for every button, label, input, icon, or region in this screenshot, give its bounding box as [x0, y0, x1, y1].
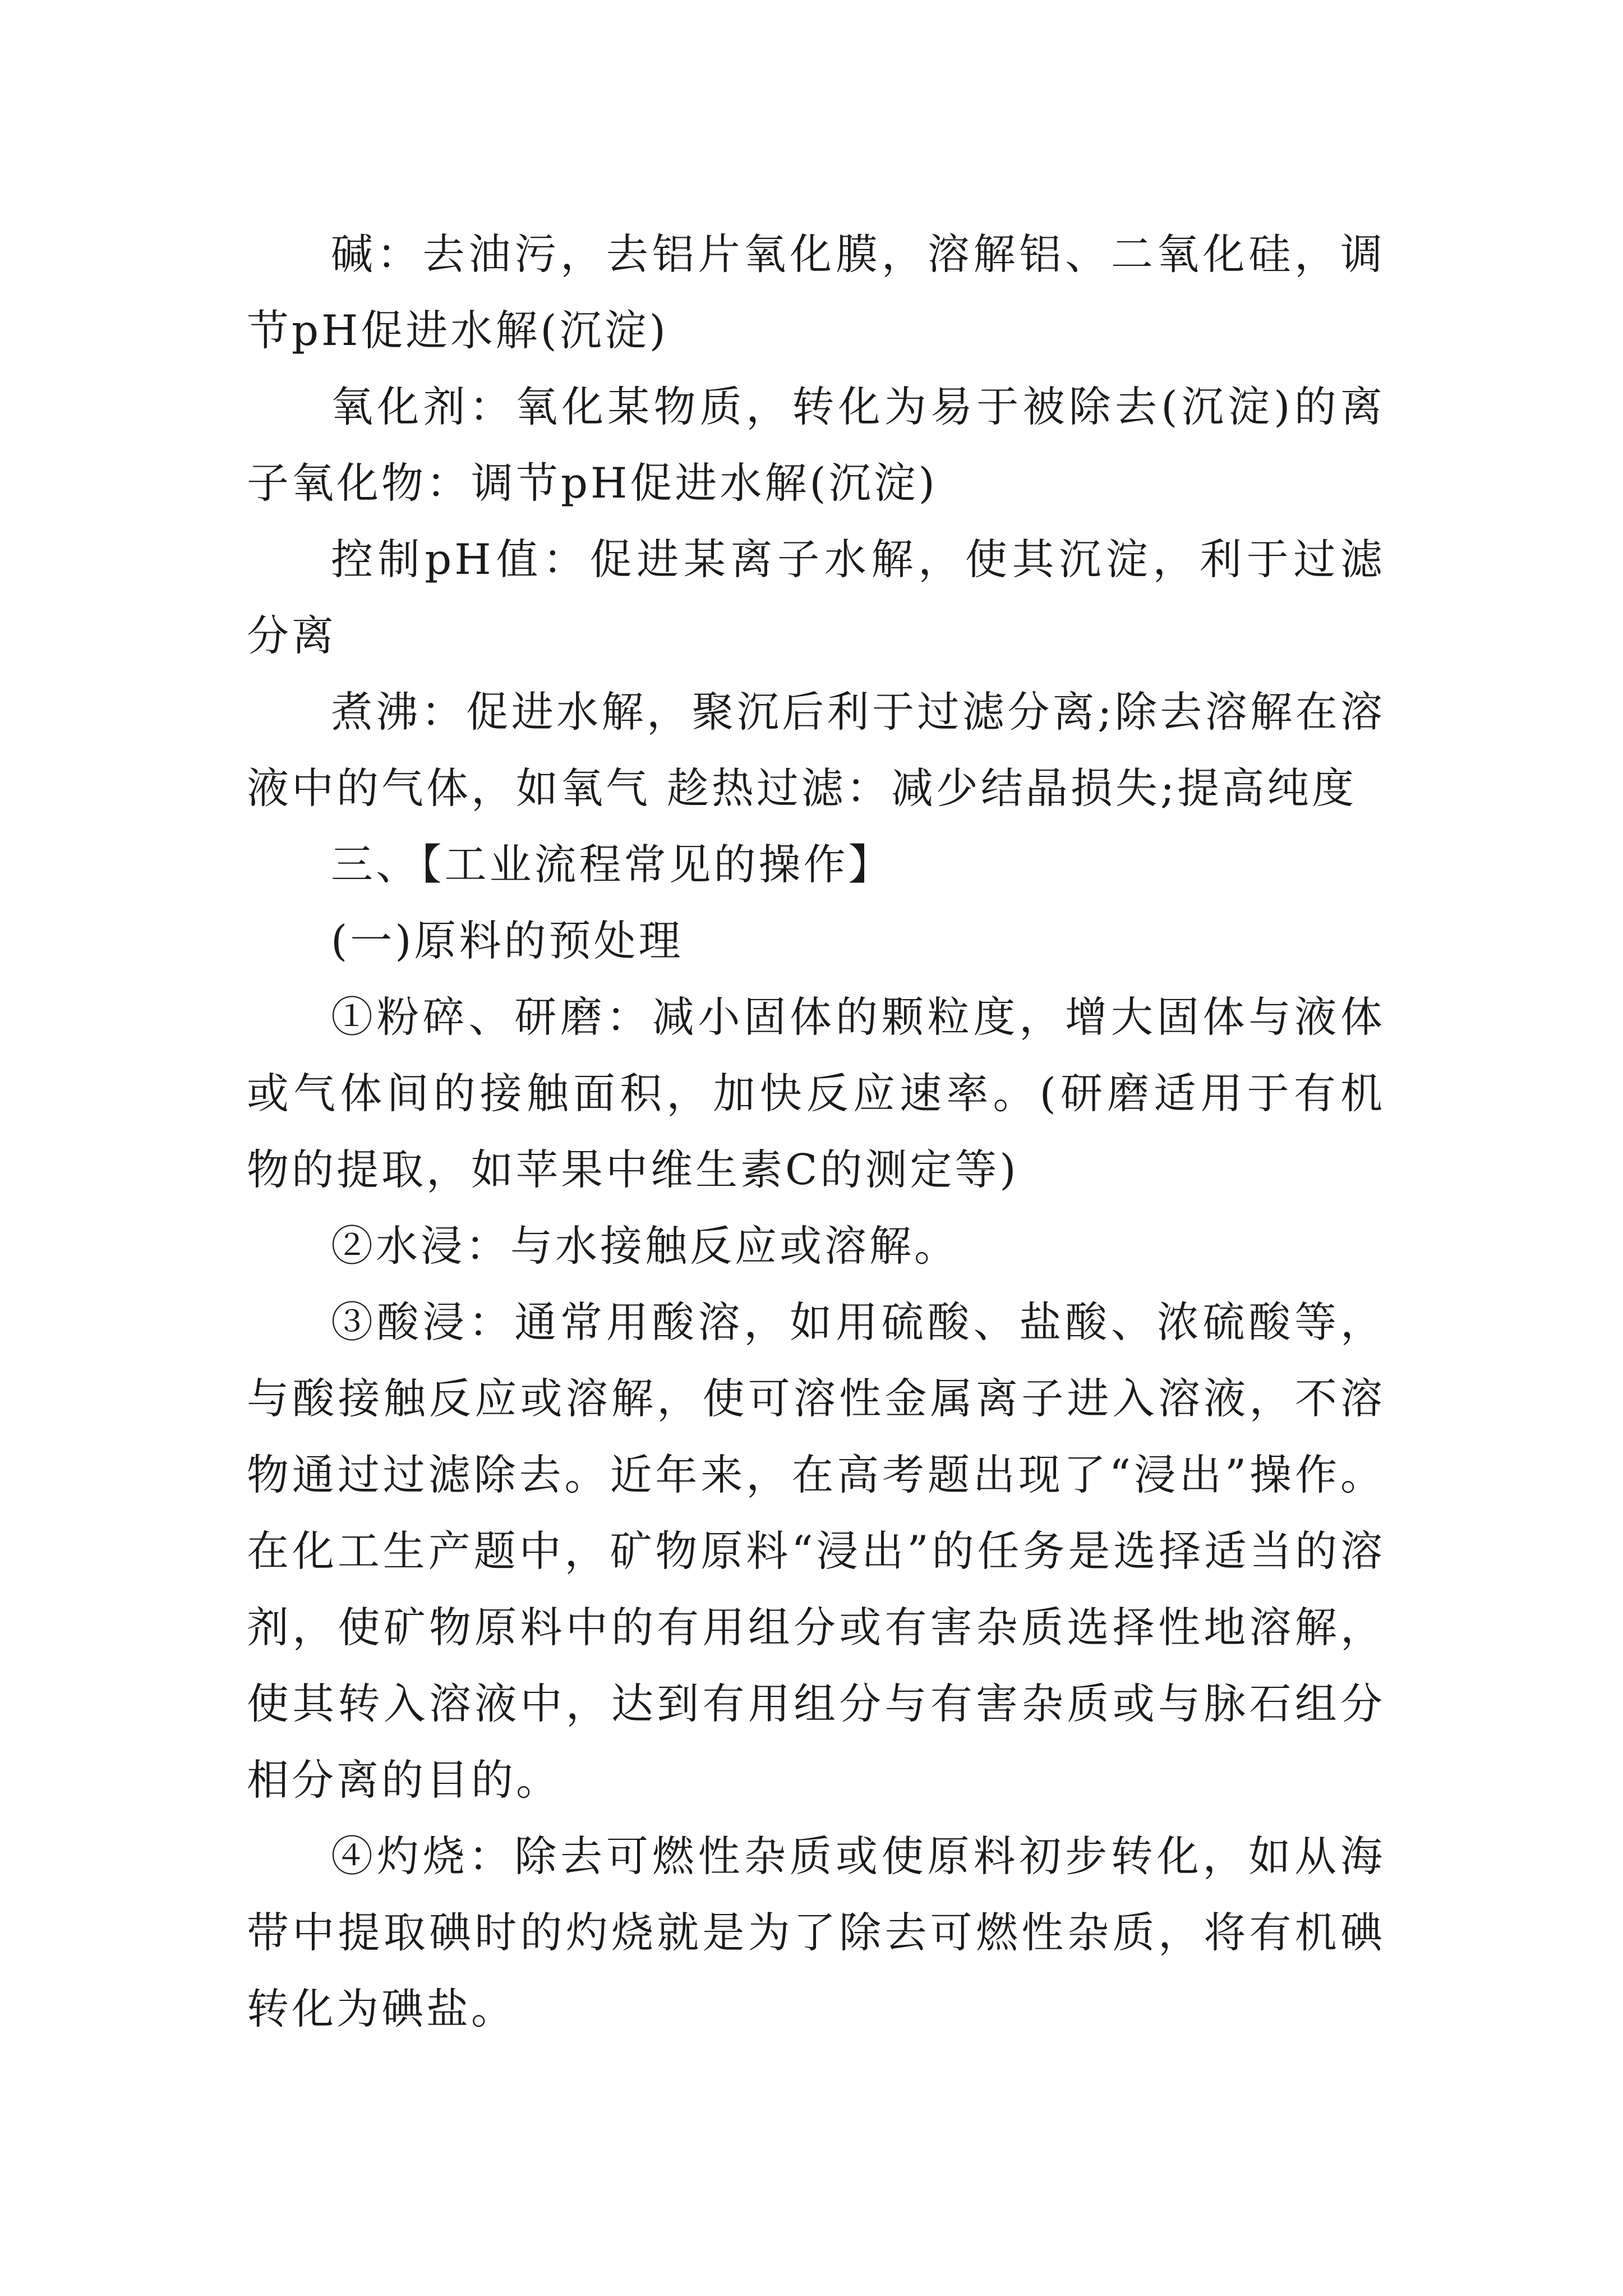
paragraph-water-leaching: ②水浸：与水接触反应或溶解。 [331, 1221, 960, 1271]
subsection-heading: (一)原料的预处理 [331, 916, 684, 965]
document-body [247, 216, 1385, 2047]
paragraph-oxidant: 氧化剂：氧化某物质，转化为易于被除去(沉淀)的离子氧化物：调节pH促进水解(沉淀) [247, 382, 1385, 508]
paragraph-grinding: ①粉碎、研磨：减小固体的颗粒度，增大固体与液体或气体间的接触面积，加快反应速率。(研磨适用于有机物的提取，如苹果中维生素C的测定等) [247, 992, 1385, 1194]
paragraph-boiling: 煮沸：促进水解，聚沉后利于过滤分离;除去溶解在溶液中的气体，如氧气 趁热过滤：减少结晶损失;提高纯度 [247, 687, 1385, 813]
paragraph-control-ph: 控制pH值：促进某离子水解，使其沉淀，利于过滤分离 [247, 535, 1385, 660]
paragraph-roasting: ④灼烧：除去可燃性杂质或使原料初步转化，如从海带中提取碘时的灼烧就是为了除去可燃性杂质，将有机碘转化为碘盐。 [247, 1832, 1385, 2033]
paragraph-acid-leaching: ③酸浸：通常用酸溶，如用硫酸、盐酸、浓硫酸等，与酸接触反应或溶解，使可溶性金属离子进入溶液，不溶物通过过滤除去。近年来，在高考题出现了“浸出”操作。在化工生产题中，矿物原料“浸出”的任务是选择适当的溶剂，使矿物原料中的有用组分或有害杂质选择性地溶解，使其转入溶液中，达到有用组分与有害杂质或与脉石组分相分离的目的。 [247, 1297, 1385, 1805]
section-heading: 三、【工业流程常见的操作】 [331, 840, 893, 889]
paragraph-alkali: 碱：去油污，去铝片氧化膜，溶解铝、二氧化硅，调节pH促进水解(沉淀) [247, 229, 1385, 355]
